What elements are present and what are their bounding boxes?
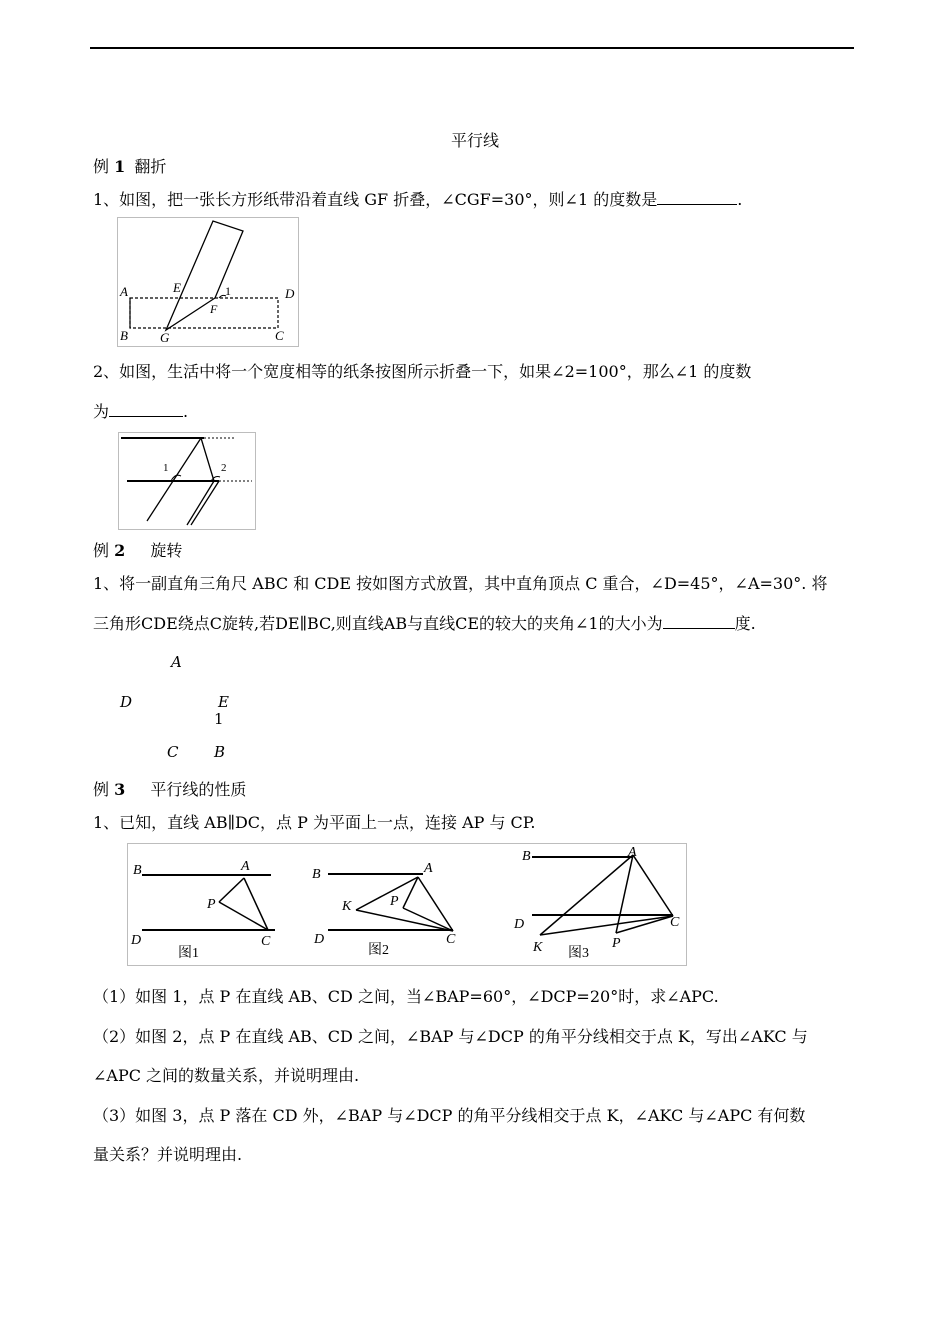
ex2-label-D: D bbox=[120, 693, 133, 711]
ex2-label-B: B bbox=[214, 743, 226, 761]
label-A: A bbox=[120, 284, 128, 299]
label-C: C bbox=[275, 328, 284, 343]
figure-fold-strip bbox=[118, 432, 256, 530]
example-number: 1 bbox=[114, 157, 126, 176]
fig1-label-D: D bbox=[131, 933, 142, 948]
header-rule bbox=[90, 47, 854, 49]
ex2-label-C: C bbox=[167, 743, 179, 761]
fig3-label-P: P bbox=[612, 936, 621, 951]
question-tail: 度. bbox=[734, 614, 756, 633]
fig3-label-K: K bbox=[533, 940, 543, 955]
fig2-label-K: K bbox=[342, 899, 352, 914]
ex3-subquestion-2-line1: （2）如图 2，点 P 在直线 AB、CD 之间，∠BAP 与∠DCP 的角平分线相交于点 K，写出∠AKC 与 bbox=[93, 1027, 808, 1046]
figure-fold-rectangle bbox=[117, 217, 299, 347]
ex2-label-A: A bbox=[171, 653, 182, 671]
ex1-question-2-line2 bbox=[93, 399, 188, 422]
folded-strip bbox=[166, 221, 243, 330]
ex3-subquestion-3-line2: 量关系？并说明理由. bbox=[93, 1145, 243, 1164]
fig3-label-A: A bbox=[628, 845, 637, 860]
fig1-caption: 图1 bbox=[178, 946, 199, 961]
ex3-subquestion-2-line2: ∠APC 之间的数量关系，并说明理由. bbox=[93, 1066, 360, 1085]
example-topic: 翻折 bbox=[134, 157, 167, 176]
page-title: 平行线 bbox=[451, 131, 500, 150]
answer-blank[interactable] bbox=[657, 204, 737, 205]
ex2-label-E: E bbox=[218, 693, 229, 711]
fig1-label-P: P bbox=[207, 897, 216, 912]
ex2-label-angle-1: 1 bbox=[214, 710, 224, 728]
figure-2 bbox=[312, 861, 456, 958]
fig1-label-B: B bbox=[133, 863, 142, 878]
example-prefix: 例 bbox=[93, 157, 110, 176]
example-2-heading bbox=[93, 538, 182, 561]
answer-blank[interactable] bbox=[109, 416, 183, 417]
label-D: D bbox=[285, 286, 295, 301]
question-text: 为 bbox=[93, 402, 110, 421]
answer-blank[interactable] bbox=[663, 628, 735, 629]
ex2-question-1-line1: 1、将一副直角三角尺 ABC 和 CDE 按如图方式放置，其中直角顶点 C 重合，∠D=45°，∠A=30°. 将 bbox=[93, 574, 828, 593]
question-text: 1、如图，把一张长方形纸带沿着直线 GF 折叠，∠CGF=30°，则∠1 的度数是 bbox=[93, 190, 658, 209]
example-topic: 旋转 bbox=[150, 541, 183, 560]
question-text: 三角形CDE绕点C旋转,若DE∥BC,则直线AB与直线CE的较大的夹角∠1的大小为 bbox=[93, 614, 663, 633]
question-tail: . bbox=[183, 402, 189, 421]
example-prefix: 例 bbox=[93, 541, 110, 560]
fig1-label-C: C bbox=[261, 934, 271, 949]
ex3-question-1: 1、已知，直线 AB∥DC，点 P 为平面上一点，连接 AP 与 CP. bbox=[93, 813, 536, 832]
ex3-subquestion-1: （1）如图 1，点 P 在直线 AB、CD 之间，当∠BAP=60°，∠DCP=20°时，求∠APC. bbox=[93, 987, 719, 1006]
fig2-label-B: B bbox=[312, 867, 321, 882]
example-topic: 平行线的性质 bbox=[150, 780, 247, 799]
fig3-caption: 图3 bbox=[568, 946, 589, 961]
label-angle-1: 1 bbox=[225, 284, 231, 298]
fig2-label-P: P bbox=[390, 894, 399, 909]
fig1-label-A: A bbox=[241, 859, 250, 874]
fig3-label-C: C bbox=[670, 915, 680, 930]
figure-1 bbox=[130, 859, 275, 961]
figure-parallel-lines-set bbox=[127, 843, 687, 966]
fig3-label-B: B bbox=[522, 849, 531, 864]
ex1-question-1 bbox=[93, 187, 742, 210]
figure-3 bbox=[513, 845, 680, 961]
fig2-label-A: A bbox=[424, 861, 433, 876]
ex3-subquestion-3-line1: （3）如图 3，点 P 落在 CD 外，∠BAP 与∠DCP 的角平分线相交于点 K，∠AKC 与∠APC 有何数 bbox=[93, 1106, 806, 1125]
fig2-caption: 图2 bbox=[368, 943, 389, 958]
example-prefix: 例 bbox=[93, 780, 110, 799]
example-number: 2 bbox=[114, 541, 126, 560]
ex1-question-2-line1: 2、如图，生活中将一个宽度相等的纸条按图所示折叠一下，如果∠2=100°，那么∠1 的度数 bbox=[93, 362, 752, 381]
fig2-label-C: C bbox=[446, 932, 456, 947]
label-G: G bbox=[160, 330, 170, 345]
label-E: E bbox=[173, 280, 181, 295]
label-angle-1: 1 bbox=[163, 462, 169, 474]
label-B: B bbox=[120, 328, 128, 343]
label-angle-2: 2 bbox=[221, 462, 227, 474]
fig3-label-D: D bbox=[514, 917, 525, 932]
example-number: 3 bbox=[114, 780, 126, 799]
ex2-question-1-line2 bbox=[93, 611, 756, 634]
label-F: F bbox=[210, 302, 218, 316]
example-3-heading bbox=[93, 777, 246, 800]
rectangle-strip-dashed bbox=[130, 298, 278, 328]
example-1-heading bbox=[93, 154, 166, 177]
fig2-label-D: D bbox=[314, 932, 325, 947]
question-tail: . bbox=[737, 190, 743, 209]
